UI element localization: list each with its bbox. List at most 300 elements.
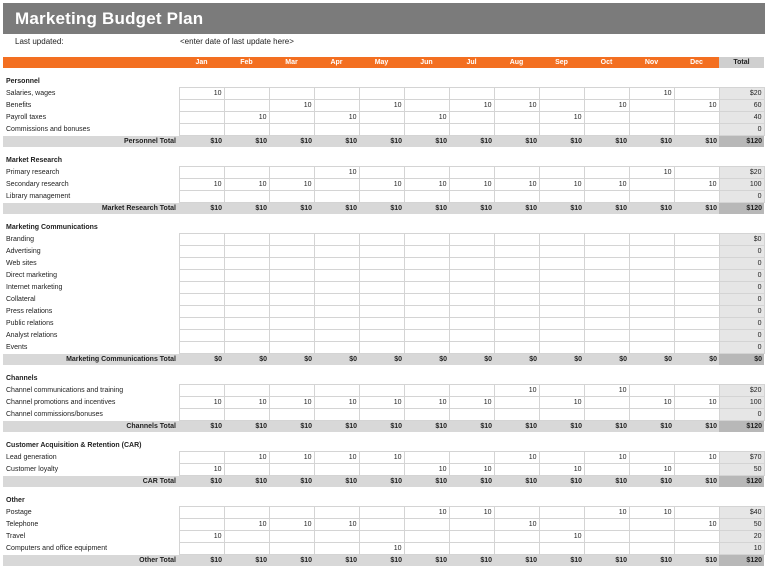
budget-cell[interactable] [359, 234, 404, 246]
budget-cell[interactable] [539, 100, 584, 112]
budget-cell[interactable] [584, 318, 629, 330]
budget-cell[interactable] [449, 385, 494, 397]
budget-cell[interactable] [584, 191, 629, 203]
budget-cell[interactable] [674, 88, 719, 100]
budget-cell[interactable]: 10 [449, 464, 494, 476]
budget-cell[interactable]: 10 [224, 397, 269, 409]
budget-cell[interactable] [674, 330, 719, 342]
budget-cell[interactable]: 10 [179, 179, 224, 191]
budget-cell[interactable] [584, 270, 629, 282]
budget-cell[interactable] [359, 306, 404, 318]
budget-cell[interactable] [269, 507, 314, 519]
budget-cell[interactable] [359, 409, 404, 421]
budget-cell[interactable] [314, 179, 359, 191]
budget-cell[interactable] [629, 330, 674, 342]
budget-cell[interactable] [179, 543, 224, 555]
budget-cell[interactable] [629, 234, 674, 246]
budget-cell[interactable] [359, 318, 404, 330]
budget-cell[interactable] [539, 342, 584, 354]
budget-cell[interactable]: 10 [584, 100, 629, 112]
budget-cell[interactable] [629, 318, 674, 330]
budget-cell[interactable] [674, 167, 719, 179]
budget-cell[interactable] [674, 258, 719, 270]
budget-cell[interactable] [584, 258, 629, 270]
budget-cell[interactable] [269, 294, 314, 306]
budget-cell[interactable] [539, 294, 584, 306]
budget-cell[interactable]: 10 [539, 531, 584, 543]
budget-cell[interactable] [629, 306, 674, 318]
budget-cell[interactable] [449, 342, 494, 354]
budget-cell[interactable] [314, 258, 359, 270]
budget-cell[interactable] [629, 385, 674, 397]
budget-cell[interactable] [314, 342, 359, 354]
budget-cell[interactable] [539, 167, 584, 179]
budget-cell[interactable] [359, 88, 404, 100]
budget-cell[interactable] [224, 330, 269, 342]
budget-cell[interactable] [584, 124, 629, 136]
budget-cell[interactable] [179, 167, 224, 179]
budget-cell[interactable] [539, 507, 584, 519]
budget-cell[interactable] [539, 330, 584, 342]
budget-cell[interactable] [449, 306, 494, 318]
budget-cell[interactable] [404, 88, 449, 100]
budget-cell[interactable] [404, 258, 449, 270]
budget-cell[interactable] [179, 112, 224, 124]
budget-cell[interactable] [359, 385, 404, 397]
budget-cell[interactable] [269, 330, 314, 342]
budget-cell[interactable] [179, 100, 224, 112]
budget-cell[interactable] [224, 385, 269, 397]
budget-cell[interactable] [674, 342, 719, 354]
budget-cell[interactable] [179, 519, 224, 531]
budget-cell[interactable] [629, 519, 674, 531]
budget-cell[interactable] [494, 397, 539, 409]
budget-cell[interactable] [449, 519, 494, 531]
budget-cell[interactable] [494, 306, 539, 318]
budget-cell[interactable] [314, 464, 359, 476]
budget-cell[interactable]: 10 [539, 464, 584, 476]
budget-cell[interactable] [179, 270, 224, 282]
budget-cell[interactable]: 10 [224, 519, 269, 531]
budget-cell[interactable] [179, 246, 224, 258]
budget-cell[interactable] [269, 191, 314, 203]
budget-cell[interactable] [584, 246, 629, 258]
budget-cell[interactable] [539, 409, 584, 421]
budget-cell[interactable] [179, 342, 224, 354]
budget-cell[interactable] [629, 112, 674, 124]
budget-cell[interactable] [179, 507, 224, 519]
budget-cell[interactable] [449, 167, 494, 179]
budget-cell[interactable] [314, 306, 359, 318]
budget-cell[interactable] [224, 294, 269, 306]
budget-cell[interactable] [179, 306, 224, 318]
budget-cell[interactable] [359, 167, 404, 179]
budget-cell[interactable] [359, 124, 404, 136]
budget-cell[interactable]: 10 [179, 531, 224, 543]
budget-cell[interactable]: 10 [404, 112, 449, 124]
budget-cell[interactable] [404, 294, 449, 306]
budget-cell[interactable] [314, 409, 359, 421]
budget-cell[interactable] [449, 294, 494, 306]
budget-cell[interactable] [224, 88, 269, 100]
budget-cell[interactable]: 10 [449, 100, 494, 112]
budget-cell[interactable] [359, 258, 404, 270]
budget-cell[interactable]: 10 [179, 464, 224, 476]
budget-cell[interactable] [584, 342, 629, 354]
budget-cell[interactable] [539, 258, 584, 270]
budget-cell[interactable] [179, 191, 224, 203]
budget-cell[interactable] [629, 258, 674, 270]
budget-cell[interactable] [404, 342, 449, 354]
budget-cell[interactable] [629, 342, 674, 354]
budget-cell[interactable] [404, 409, 449, 421]
budget-cell[interactable] [674, 543, 719, 555]
budget-cell[interactable]: 10 [269, 397, 314, 409]
budget-cell[interactable] [494, 234, 539, 246]
budget-cell[interactable] [269, 342, 314, 354]
budget-cell[interactable]: 10 [359, 543, 404, 555]
budget-cell[interactable] [404, 519, 449, 531]
budget-cell[interactable] [359, 112, 404, 124]
budget-cell[interactable]: 10 [674, 397, 719, 409]
budget-cell[interactable] [359, 191, 404, 203]
budget-cell[interactable] [584, 282, 629, 294]
budget-cell[interactable] [224, 100, 269, 112]
budget-cell[interactable]: 10 [224, 179, 269, 191]
budget-cell[interactable] [314, 531, 359, 543]
budget-cell[interactable] [539, 270, 584, 282]
budget-cell[interactable] [449, 531, 494, 543]
budget-cell[interactable]: 10 [494, 179, 539, 191]
budget-cell[interactable] [449, 258, 494, 270]
budget-cell[interactable] [269, 318, 314, 330]
budget-cell[interactable] [179, 282, 224, 294]
budget-cell[interactable]: 10 [359, 100, 404, 112]
budget-cell[interactable] [494, 330, 539, 342]
budget-cell[interactable] [404, 124, 449, 136]
budget-cell[interactable] [269, 409, 314, 421]
budget-cell[interactable] [404, 246, 449, 258]
budget-cell[interactable]: 10 [404, 507, 449, 519]
budget-cell[interactable] [269, 124, 314, 136]
budget-cell[interactable]: 10 [314, 397, 359, 409]
budget-cell[interactable]: 10 [674, 452, 719, 464]
budget-cell[interactable] [674, 318, 719, 330]
budget-cell[interactable] [449, 318, 494, 330]
budget-cell[interactable] [584, 409, 629, 421]
budget-cell[interactable] [539, 88, 584, 100]
budget-cell[interactable] [179, 318, 224, 330]
budget-cell[interactable] [224, 507, 269, 519]
budget-cell[interactable] [224, 234, 269, 246]
budget-cell[interactable] [674, 306, 719, 318]
budget-cell[interactable]: 10 [584, 507, 629, 519]
budget-cell[interactable]: 10 [314, 519, 359, 531]
budget-cell[interactable]: 10 [494, 100, 539, 112]
budget-cell[interactable] [179, 452, 224, 464]
budget-cell[interactable]: 10 [674, 519, 719, 531]
budget-cell[interactable] [404, 234, 449, 246]
budget-cell[interactable] [359, 246, 404, 258]
budget-cell[interactable] [674, 385, 719, 397]
budget-cell[interactable] [269, 167, 314, 179]
budget-cell[interactable] [449, 191, 494, 203]
budget-cell[interactable]: 10 [404, 179, 449, 191]
budget-cell[interactable] [584, 531, 629, 543]
budget-cell[interactable]: 10 [584, 452, 629, 464]
budget-cell[interactable]: 10 [674, 100, 719, 112]
budget-cell[interactable] [539, 246, 584, 258]
budget-cell[interactable] [179, 330, 224, 342]
budget-cell[interactable] [404, 318, 449, 330]
budget-cell[interactable] [269, 531, 314, 543]
budget-cell[interactable] [494, 342, 539, 354]
budget-cell[interactable] [674, 282, 719, 294]
budget-cell[interactable] [584, 167, 629, 179]
budget-cell[interactable] [449, 543, 494, 555]
budget-cell[interactable] [629, 179, 674, 191]
budget-cell[interactable]: 10 [359, 397, 404, 409]
budget-cell[interactable] [314, 234, 359, 246]
budget-cell[interactable] [539, 452, 584, 464]
budget-cell[interactable] [314, 246, 359, 258]
budget-cell[interactable] [674, 464, 719, 476]
budget-cell[interactable] [269, 543, 314, 555]
budget-cell[interactable] [539, 543, 584, 555]
budget-cell[interactable] [269, 112, 314, 124]
budget-cell[interactable]: 10 [269, 179, 314, 191]
budget-cell[interactable] [314, 318, 359, 330]
budget-cell[interactable] [404, 167, 449, 179]
budget-cell[interactable] [539, 306, 584, 318]
budget-cell[interactable] [269, 464, 314, 476]
budget-cell[interactable]: 10 [629, 397, 674, 409]
budget-cell[interactable] [314, 100, 359, 112]
budget-cell[interactable] [359, 342, 404, 354]
budget-cell[interactable] [224, 464, 269, 476]
budget-cell[interactable] [179, 294, 224, 306]
budget-cell[interactable] [314, 124, 359, 136]
budget-cell[interactable] [629, 246, 674, 258]
budget-cell[interactable]: 10 [539, 112, 584, 124]
budget-cell[interactable] [314, 282, 359, 294]
budget-cell[interactable] [179, 409, 224, 421]
budget-cell[interactable] [494, 112, 539, 124]
budget-cell[interactable] [269, 234, 314, 246]
budget-cell[interactable] [629, 531, 674, 543]
budget-cell[interactable] [494, 167, 539, 179]
budget-cell[interactable] [494, 318, 539, 330]
budget-cell[interactable] [179, 385, 224, 397]
budget-cell[interactable] [494, 543, 539, 555]
budget-cell[interactable] [629, 294, 674, 306]
budget-cell[interactable]: 10 [674, 179, 719, 191]
budget-cell[interactable] [674, 270, 719, 282]
budget-cell[interactable] [314, 385, 359, 397]
budget-cell[interactable] [404, 282, 449, 294]
budget-cell[interactable] [404, 385, 449, 397]
budget-cell[interactable] [314, 507, 359, 519]
budget-cell[interactable]: 10 [494, 519, 539, 531]
budget-cell[interactable] [224, 167, 269, 179]
budget-cell[interactable] [539, 234, 584, 246]
budget-cell[interactable] [314, 88, 359, 100]
budget-cell[interactable] [359, 270, 404, 282]
budget-cell[interactable]: 10 [269, 519, 314, 531]
budget-cell[interactable] [359, 531, 404, 543]
budget-cell[interactable] [359, 330, 404, 342]
budget-cell[interactable]: 10 [449, 179, 494, 191]
budget-cell[interactable] [584, 330, 629, 342]
budget-cell[interactable] [359, 464, 404, 476]
budget-cell[interactable] [674, 112, 719, 124]
budget-cell[interactable]: 10 [314, 112, 359, 124]
budget-cell[interactable]: 10 [314, 452, 359, 464]
budget-cell[interactable] [629, 124, 674, 136]
budget-cell[interactable]: 10 [539, 179, 584, 191]
budget-cell[interactable] [179, 124, 224, 136]
budget-cell[interactable] [584, 306, 629, 318]
budget-cell[interactable] [674, 234, 719, 246]
budget-cell[interactable] [224, 409, 269, 421]
budget-cell[interactable] [494, 507, 539, 519]
budget-cell[interactable]: 10 [179, 397, 224, 409]
budget-cell[interactable]: 10 [584, 385, 629, 397]
budget-cell[interactable] [494, 409, 539, 421]
budget-cell[interactable] [539, 124, 584, 136]
budget-cell[interactable]: 10 [494, 452, 539, 464]
budget-cell[interactable] [674, 246, 719, 258]
budget-cell[interactable]: 10 [359, 452, 404, 464]
budget-cell[interactable] [494, 282, 539, 294]
budget-cell[interactable] [404, 306, 449, 318]
budget-cell[interactable] [584, 519, 629, 531]
budget-cell[interactable] [404, 191, 449, 203]
budget-cell[interactable] [539, 191, 584, 203]
budget-cell[interactable] [269, 88, 314, 100]
budget-cell[interactable] [674, 191, 719, 203]
budget-cell[interactable] [494, 258, 539, 270]
budget-cell[interactable]: 10 [314, 167, 359, 179]
budget-cell[interactable] [359, 294, 404, 306]
budget-cell[interactable] [494, 464, 539, 476]
budget-cell[interactable] [674, 507, 719, 519]
budget-cell[interactable] [224, 531, 269, 543]
budget-cell[interactable] [494, 531, 539, 543]
budget-cell[interactable]: 10 [629, 88, 674, 100]
budget-cell[interactable] [449, 112, 494, 124]
budget-cell[interactable]: 10 [269, 100, 314, 112]
budget-cell[interactable] [629, 282, 674, 294]
budget-cell[interactable]: 10 [629, 507, 674, 519]
budget-cell[interactable] [224, 306, 269, 318]
budget-cell[interactable] [494, 88, 539, 100]
budget-cell[interactable] [584, 397, 629, 409]
budget-cell[interactable] [584, 294, 629, 306]
budget-cell[interactable] [674, 124, 719, 136]
budget-cell[interactable] [314, 270, 359, 282]
budget-cell[interactable]: 10 [179, 88, 224, 100]
budget-cell[interactable] [269, 306, 314, 318]
budget-cell[interactable] [224, 543, 269, 555]
budget-cell[interactable] [629, 270, 674, 282]
budget-cell[interactable] [584, 464, 629, 476]
budget-cell[interactable] [314, 543, 359, 555]
budget-cell[interactable] [539, 519, 584, 531]
budget-cell[interactable] [629, 452, 674, 464]
budget-cell[interactable]: 10 [449, 507, 494, 519]
budget-cell[interactable] [179, 234, 224, 246]
budget-cell[interactable] [539, 318, 584, 330]
budget-cell[interactable] [404, 330, 449, 342]
budget-cell[interactable] [224, 282, 269, 294]
budget-cell[interactable] [314, 191, 359, 203]
budget-cell[interactable] [449, 282, 494, 294]
budget-cell[interactable] [269, 270, 314, 282]
budget-cell[interactable] [449, 234, 494, 246]
budget-cell[interactable] [584, 88, 629, 100]
budget-cell[interactable] [629, 191, 674, 203]
budget-cell[interactable] [449, 270, 494, 282]
budget-cell[interactable] [404, 531, 449, 543]
budget-cell[interactable] [674, 531, 719, 543]
budget-cell[interactable] [449, 452, 494, 464]
budget-cell[interactable]: 10 [629, 464, 674, 476]
budget-cell[interactable] [224, 270, 269, 282]
budget-cell[interactable] [584, 234, 629, 246]
budget-cell[interactable] [359, 507, 404, 519]
budget-cell[interactable] [494, 191, 539, 203]
budget-cell[interactable] [359, 519, 404, 531]
budget-cell[interactable] [314, 330, 359, 342]
budget-cell[interactable] [449, 88, 494, 100]
budget-cell[interactable] [584, 543, 629, 555]
budget-cell[interactable] [404, 270, 449, 282]
budget-cell[interactable] [494, 246, 539, 258]
budget-cell[interactable] [629, 100, 674, 112]
budget-cell[interactable] [224, 246, 269, 258]
budget-cell[interactable] [404, 543, 449, 555]
budget-cell[interactable] [269, 385, 314, 397]
budget-cell[interactable]: 10 [584, 179, 629, 191]
budget-cell[interactable]: 10 [224, 452, 269, 464]
budget-cell[interactable] [449, 330, 494, 342]
budget-cell[interactable]: 10 [539, 397, 584, 409]
budget-cell[interactable] [224, 124, 269, 136]
budget-cell[interactable] [449, 124, 494, 136]
budget-cell[interactable] [539, 282, 584, 294]
budget-cell[interactable] [269, 246, 314, 258]
budget-cell[interactable] [269, 258, 314, 270]
budget-cell[interactable]: 10 [224, 112, 269, 124]
budget-cell[interactable] [494, 270, 539, 282]
budget-cell[interactable] [179, 258, 224, 270]
budget-cell[interactable] [224, 258, 269, 270]
budget-cell[interactable] [314, 294, 359, 306]
budget-cell[interactable] [494, 294, 539, 306]
budget-cell[interactable] [674, 409, 719, 421]
budget-cell[interactable] [629, 543, 674, 555]
budget-cell[interactable]: 10 [269, 452, 314, 464]
budget-cell[interactable]: 10 [449, 397, 494, 409]
budget-cell[interactable] [584, 112, 629, 124]
budget-cell[interactable] [449, 246, 494, 258]
budget-cell[interactable] [674, 294, 719, 306]
last-updated-field[interactable]: <enter date of last update here> [180, 37, 294, 47]
budget-cell[interactable]: 10 [404, 397, 449, 409]
budget-cell[interactable] [449, 409, 494, 421]
budget-cell[interactable]: 10 [629, 167, 674, 179]
